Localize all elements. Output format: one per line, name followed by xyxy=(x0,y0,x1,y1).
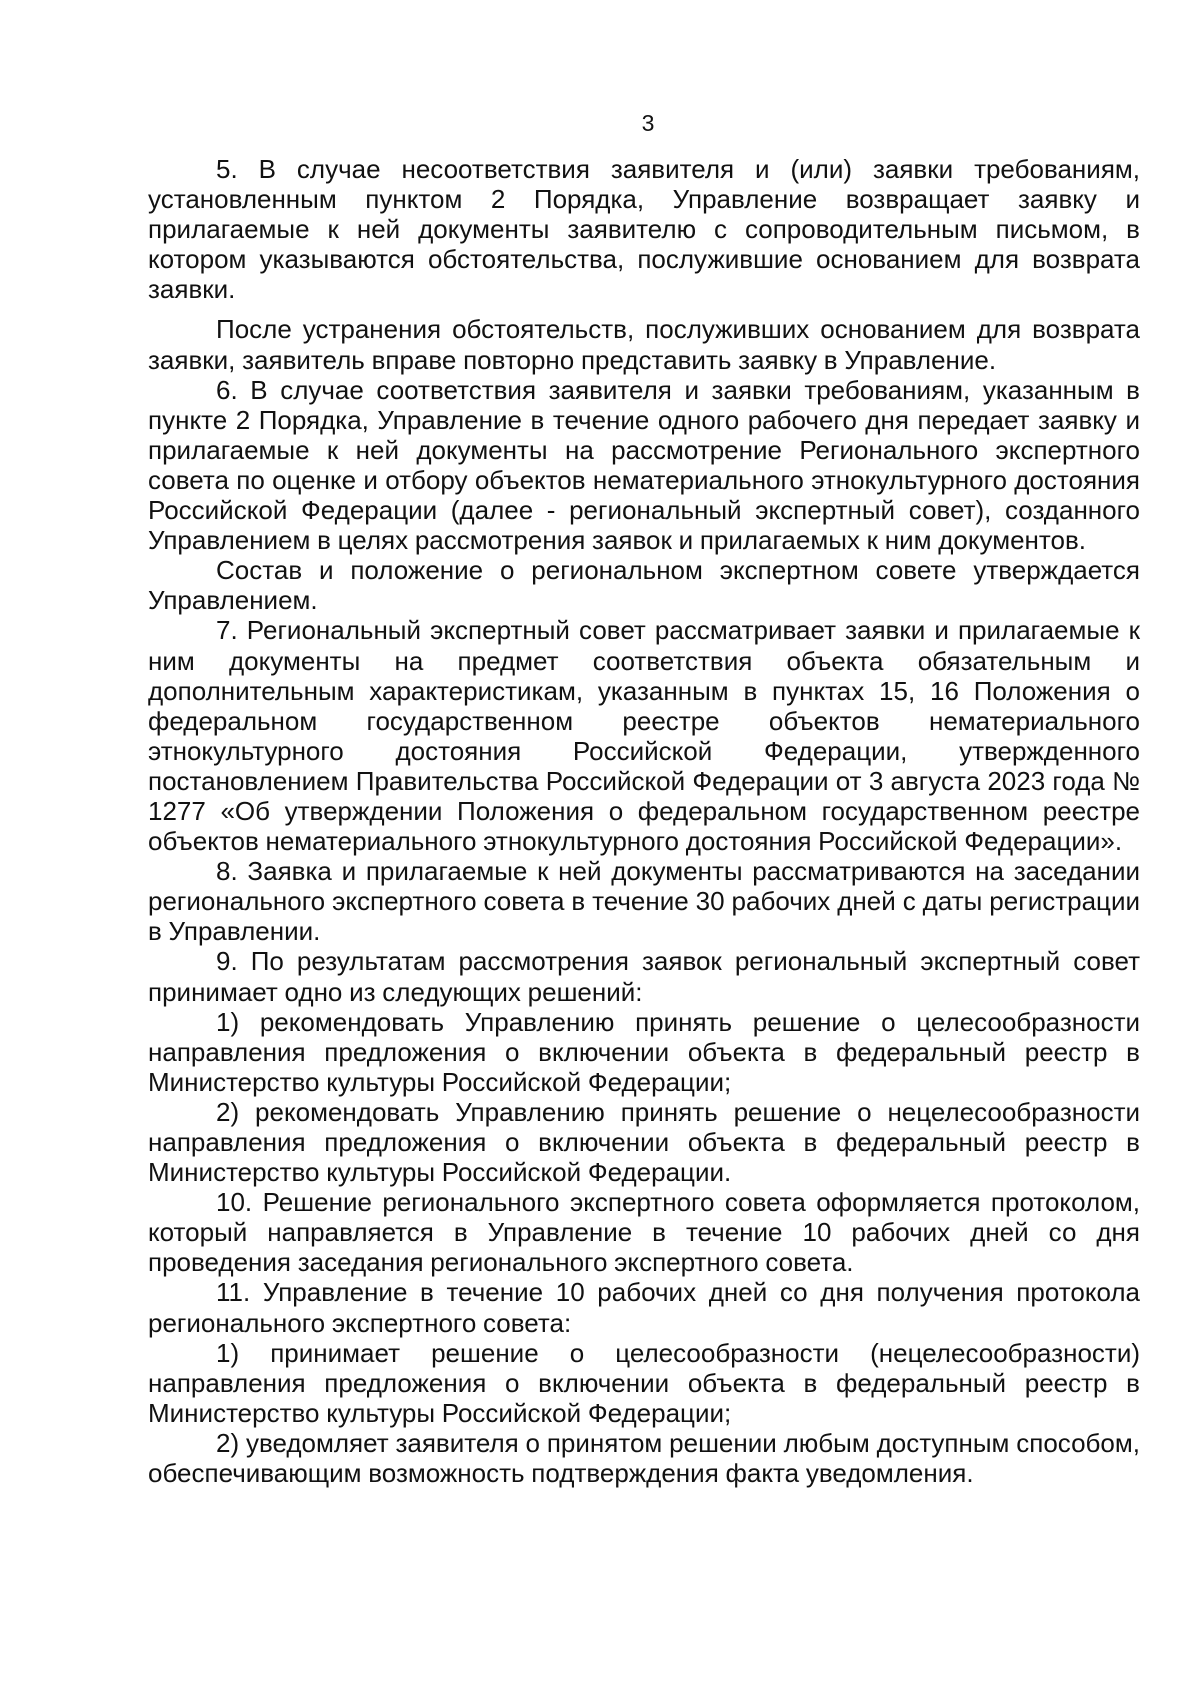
paragraph-9: 9. По результатам рассмотрения заявок региональный экспертный совет принимает одно из следующих решений: xyxy=(148,946,1140,1007)
paragraph-10: 10. Решение регионального экспертного совета оформляется протоколом, который направляется в Управление в течение 10 рабочих дней со дня проведения заседания регионального экспертного совета. xyxy=(148,1187,1140,1278)
paragraph-5-continuation: После устранения обстоятельств, послуживших основанием для возврата заявки, заявитель вправе повторно представить заявку в Управление. xyxy=(148,314,1140,375)
paragraph-5: 5. В случае несоответствия заявителя и (или) заявки требованиям, установленным пунктом 2 Порядка, Управление возвращает заявку и прилагаемые к ней документы заявителю с сопроводительным письмом, в котором указываются обстоятельства, послужившие основанием для возврата заявки. xyxy=(148,154,1140,305)
paragraph-6-continuation: Состав и положение о региональном экспертном совете утверждается Управлением. xyxy=(148,555,1140,616)
paragraph-11-item-1: 1) принимает решение о целесообразности (нецелесообразности) направления предложения о включении объекта в федеральный реестр в Министерство культуры Российской Федерации; xyxy=(148,1337,1140,1428)
paragraph-6: 6. В случае соответствия заявителя и заявки требованиям, указанным в пункте 2 Порядка, Управление в течение одного рабочего дня передает заявку и прилагаемые к ней документы на рассмотрение Регионального экспертного совета по оценке и отбору объектов нематериального этнокультурного достояния Российской Федерации (далее - региональный экспертный совет), созданного Управлением в целях рассмотрения заявок и прилагаемых к ним документов. xyxy=(148,374,1140,556)
paragraph-8: 8. Заявка и прилагаемые к ней документы рассматриваются на заседании регионального экспертного совета в течение 30 рабочих дней с даты регистрации в Управлении. xyxy=(148,856,1140,947)
paragraph-9-item-1: 1) рекомендовать Управлению принять решение о целесообразности направления предложения о включении объекта в федеральный реестр в Министерство культуры Российской Федерации; xyxy=(148,1006,1140,1097)
paragraph-11: 11. Управление в течение 10 рабочих дней со дня получения протокола регионального экспертного совета: xyxy=(148,1277,1140,1338)
paragraph-7: 7. Региональный экспертный совет рассматривает заявки и прилагаемые к ним документы на предмет соответствия объекта обязательным и дополнительным характеристикам, указанным в пунктах 15, 16 Положения о федеральном государственном реестре объектов нематериального этнокультурного достояния Российской Федерации, утвержденного постановлением Правительства Российской Федерации от 3 августа 2023 года № 1277 «Об утверждении Положения о федеральном государственном реестре объектов нематериального этнокультурного достояния Российской Федерации». xyxy=(148,615,1140,857)
paragraph-11-item-2: 2) уведомляет заявителя о принятом решении любым доступным способом, обеспечивающим возможность подтверждения факта уведомления. xyxy=(148,1427,1140,1489)
page-number: 3 xyxy=(641,110,655,136)
document-body xyxy=(148,154,1140,1488)
paragraph-9-item-2: 2) рекомендовать Управлению принять решение о нецелесообразности направления предложения о включении объекта в федеральный реестр в Министерство культуры Российской Федерации. xyxy=(148,1096,1140,1188)
